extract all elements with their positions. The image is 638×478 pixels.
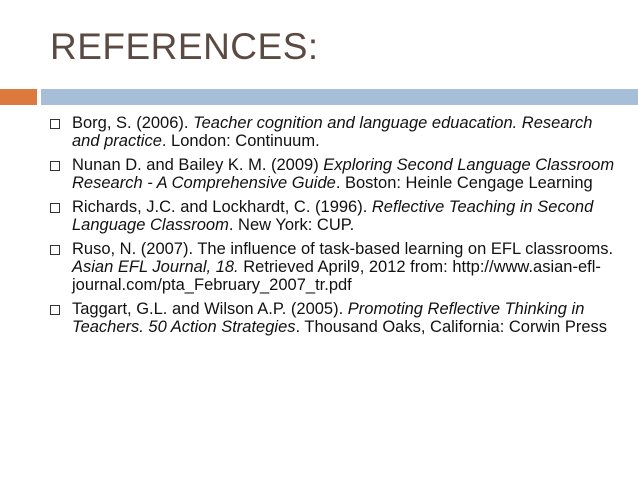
reference-text: Taggart, G.L. and Wilson A.P. (2005). Promoting Reflective Thinking in Teachers. 50 Action Strategies. Thousand Oaks, California: Corwin Press — [72, 300, 607, 336]
accent-bar-orange — [0, 89, 37, 105]
reference-text: Borg, S. (2006). Teacher cognition and language eduacation. Research and practice. London: Continuum. — [72, 114, 593, 150]
square-bullet-icon — [50, 203, 60, 213]
slide-title: REFERENCES: — [50, 26, 319, 67]
square-bullet-icon — [50, 245, 60, 255]
reference-item — [50, 156, 618, 192]
reference-text: Richards, J.C. and Lockhardt, C. (1996). Reflective Teaching in Second Language Classroom. New York: CUP. — [72, 198, 594, 234]
reference-item — [50, 300, 618, 336]
reference-text: Nunan D. and Bailey K. M. (2009) Exploring Second Language Classroom Research - A Comprehensive Guide. Boston: Heinle Cengage Learning — [72, 156, 615, 192]
square-bullet-icon — [50, 119, 60, 129]
reference-text: Ruso, N. (2007). The influence of task-based learning on EFL classrooms. Asian EFL Journal, 18. Retrieved April9, 2012 from: http://www.asian-efl-journal.com/pta_February_2007_tr.pdf — [72, 240, 614, 294]
accent-bar-blue — [41, 89, 638, 105]
square-bullet-icon — [50, 305, 60, 315]
reference-list — [50, 114, 618, 342]
reference-item — [50, 114, 618, 150]
reference-item — [50, 198, 618, 234]
square-bullet-icon — [50, 161, 60, 171]
reference-item — [50, 240, 618, 294]
